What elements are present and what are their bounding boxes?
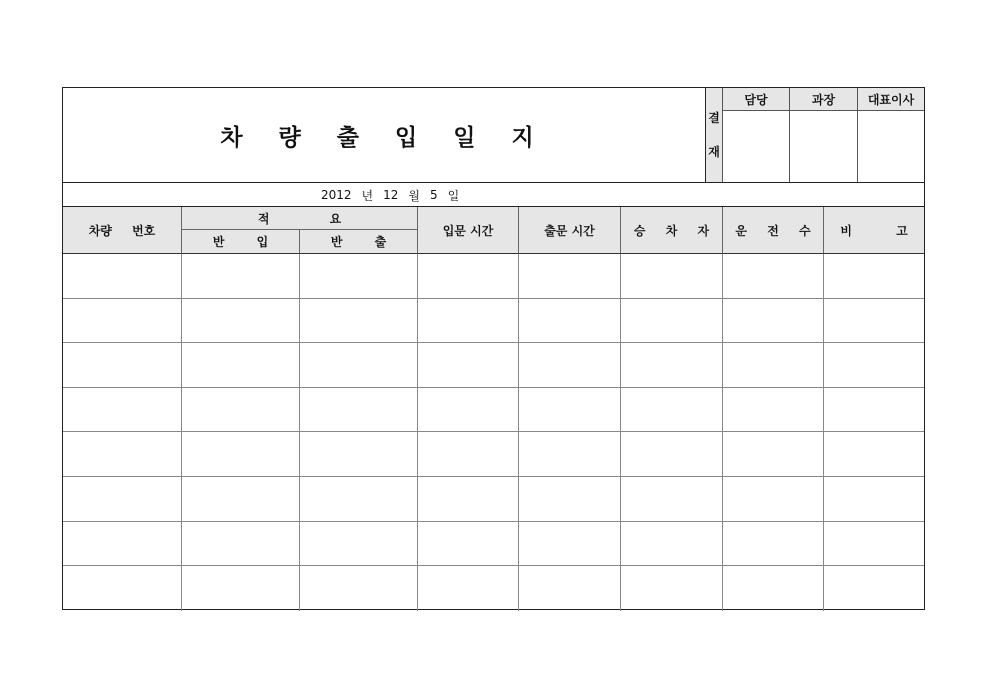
date-row [63, 183, 924, 207]
log-cell-vehicle-no[interactable] [63, 343, 182, 388]
log-cell-out[interactable] [300, 566, 418, 611]
header-summary-out: 반 출 [300, 230, 418, 254]
log-cell-remarks[interactable] [824, 477, 924, 522]
log-cell-exit-time[interactable] [519, 477, 621, 522]
log-cell-entry-time[interactable] [418, 299, 519, 344]
log-cell-vehicle-no[interactable] [63, 477, 182, 522]
log-cell-entry-time[interactable] [418, 566, 519, 611]
log-cell-in[interactable] [182, 432, 300, 477]
log-cell-entry-time[interactable] [418, 254, 519, 299]
log-cell-driver[interactable] [723, 299, 824, 344]
log-cell-passenger[interactable] [621, 254, 723, 299]
log-cell-in[interactable] [182, 477, 300, 522]
vehicle-log-form [62, 87, 925, 610]
log-cell-exit-time[interactable] [519, 343, 621, 388]
log-cell-entry-time[interactable] [418, 522, 519, 567]
date-month-unit: 월 [408, 188, 421, 203]
approval-header-manager: 과장 [790, 88, 858, 111]
approval-header-ceo: 대표이사 [858, 88, 924, 111]
log-cell-out[interactable] [300, 343, 418, 388]
date-year-unit: 년 [361, 188, 374, 203]
log-cell-out[interactable] [300, 388, 418, 433]
log-cell-exit-time[interactable] [519, 299, 621, 344]
log-cell-entry-time[interactable] [418, 343, 519, 388]
log-cell-in[interactable] [182, 566, 300, 611]
log-cell-driver[interactable] [723, 522, 824, 567]
log-cell-driver[interactable] [723, 432, 824, 477]
log-cell-driver[interactable] [723, 388, 824, 433]
log-cell-driver[interactable] [723, 477, 824, 522]
header-passenger: 승 차 자 [621, 207, 723, 254]
log-cell-entry-time[interactable] [418, 432, 519, 477]
log-cell-vehicle-no[interactable] [63, 522, 182, 567]
header-driver: 운 전 수 [723, 207, 824, 254]
log-cell-remarks[interactable] [824, 566, 924, 611]
log-cell-exit-time[interactable] [519, 388, 621, 433]
log-cell-out[interactable] [300, 299, 418, 344]
log-cell-in[interactable] [182, 254, 300, 299]
log-cell-exit-time[interactable] [519, 566, 621, 611]
approval-header-staff: 담당 [723, 88, 790, 111]
log-cell-passenger[interactable] [621, 522, 723, 567]
log-cell-remarks[interactable] [824, 388, 924, 433]
log-cell-entry-time[interactable] [418, 388, 519, 433]
log-cell-remarks[interactable] [824, 343, 924, 388]
log-cell-driver[interactable] [723, 343, 824, 388]
log-cell-entry-time[interactable] [418, 477, 519, 522]
log-cell-exit-time[interactable] [519, 432, 621, 477]
log-cell-exit-time[interactable] [519, 254, 621, 299]
date-day: 5 [430, 188, 438, 202]
approval-sign-ceo[interactable] [858, 111, 924, 183]
log-cell-passenger[interactable] [621, 299, 723, 344]
log-cell-in[interactable] [182, 388, 300, 433]
log-cell-remarks[interactable] [824, 522, 924, 567]
log-cell-in[interactable] [182, 343, 300, 388]
log-cell-remarks[interactable] [824, 254, 924, 299]
log-cell-passenger[interactable] [621, 477, 723, 522]
log-cell-passenger[interactable] [621, 388, 723, 433]
log-cell-vehicle-no[interactable] [63, 566, 182, 611]
log-cell-out[interactable] [300, 477, 418, 522]
date-year: 2012 [321, 188, 352, 202]
log-cell-vehicle-no[interactable] [63, 299, 182, 344]
log-cell-exit-time[interactable] [519, 522, 621, 567]
log-cell-vehicle-no[interactable] [63, 254, 182, 299]
date-day-unit: 일 [447, 188, 460, 203]
header-entry-time: 입문 시간 [418, 207, 519, 254]
log-cell-out[interactable] [300, 432, 418, 477]
log-cell-vehicle-no[interactable] [63, 432, 182, 477]
header-vehicle-no: 차량 번호 [63, 207, 182, 254]
approval-sign-staff[interactable] [723, 111, 790, 183]
form-title: 차 량 출 입 일 지 [63, 88, 706, 183]
log-cell-vehicle-no[interactable] [63, 388, 182, 433]
header-summary-in: 반 입 [182, 230, 300, 254]
log-cell-in[interactable] [182, 299, 300, 344]
log-cell-passenger[interactable] [621, 343, 723, 388]
log-cell-remarks[interactable] [824, 432, 924, 477]
log-cell-out[interactable] [300, 522, 418, 567]
approval-label: 결 재 [706, 88, 723, 183]
log-cell-passenger[interactable] [621, 432, 723, 477]
log-cell-driver[interactable] [723, 254, 824, 299]
log-cell-out[interactable] [300, 254, 418, 299]
log-cell-remarks[interactable] [824, 299, 924, 344]
header-exit-time: 출문 시간 [519, 207, 621, 254]
header-remarks: 비 고 [824, 207, 924, 254]
log-cell-in[interactable] [182, 522, 300, 567]
approval-sign-manager[interactable] [790, 111, 858, 183]
log-cell-passenger[interactable] [621, 566, 723, 611]
log-cell-driver[interactable] [723, 566, 824, 611]
date-month: 12 [383, 188, 399, 202]
header-summary: 적 요 [182, 207, 418, 230]
